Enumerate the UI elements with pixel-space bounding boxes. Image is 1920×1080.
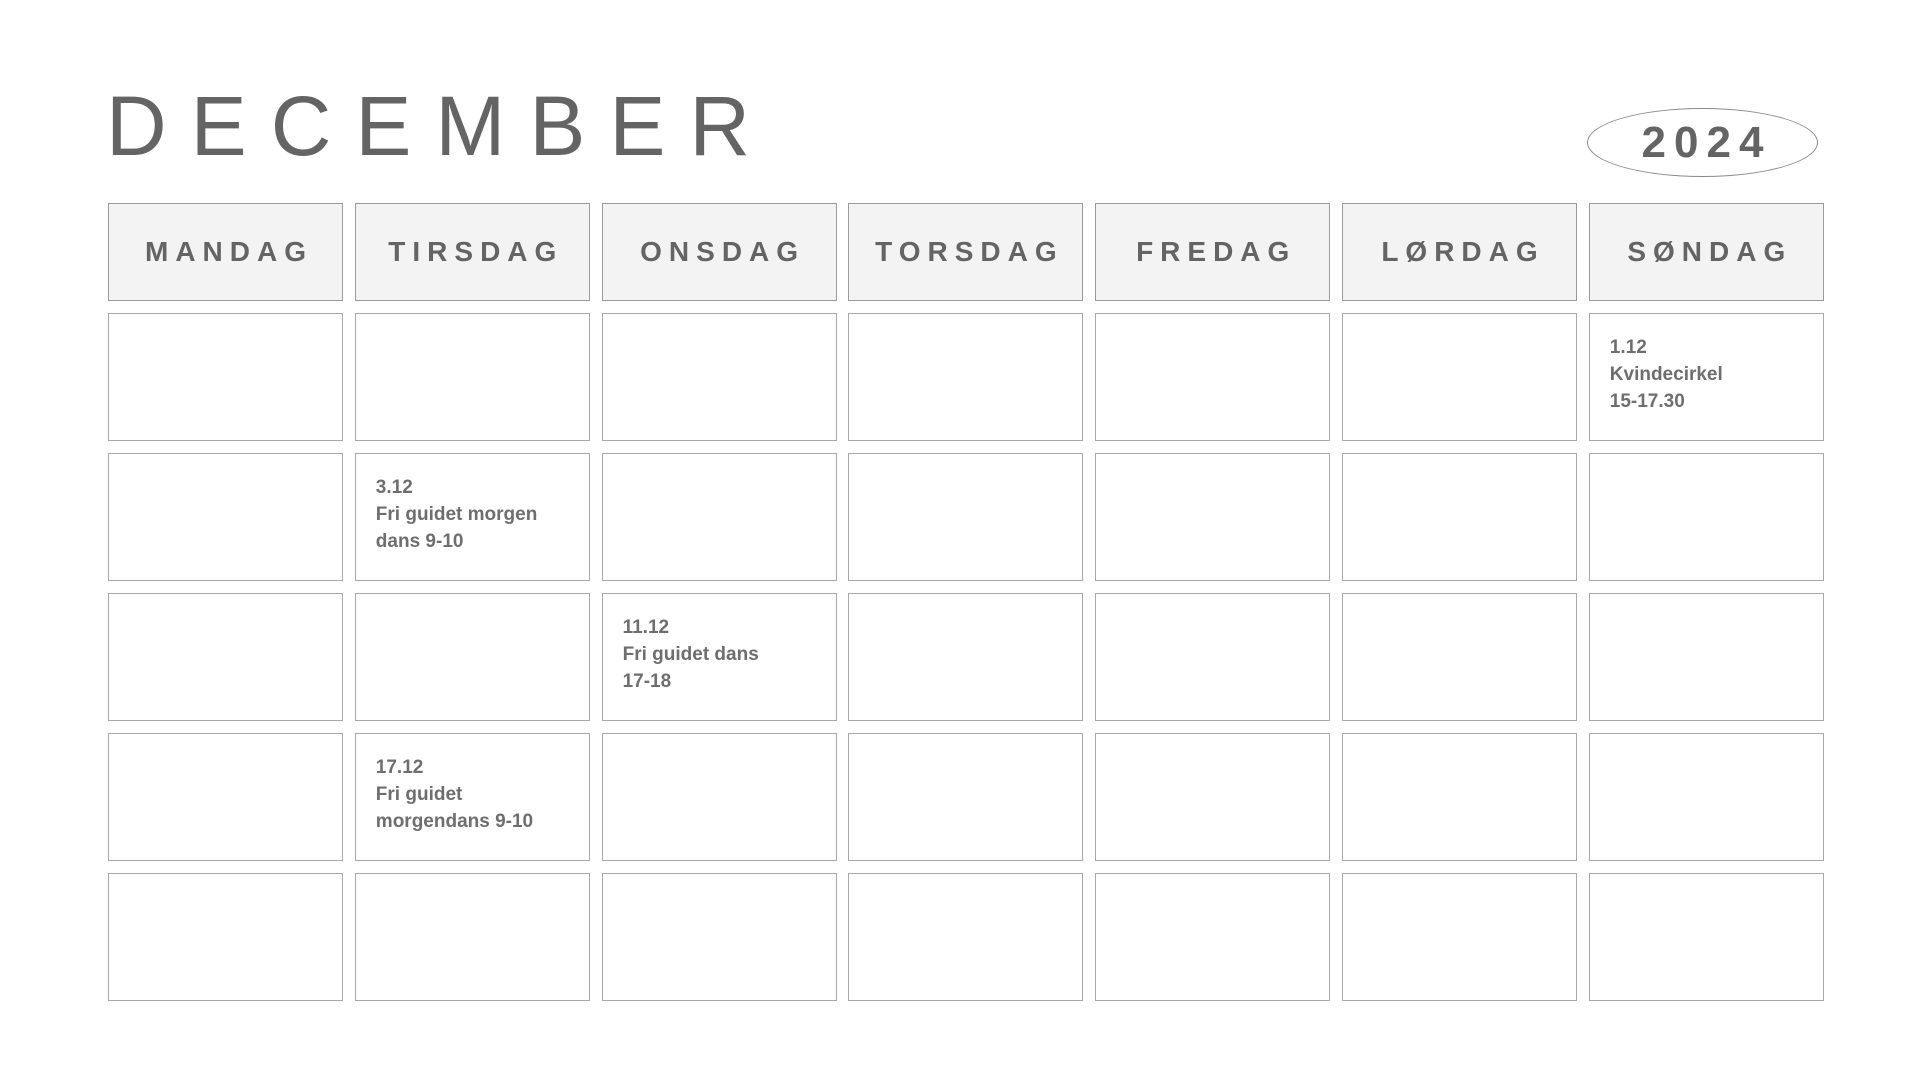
day-cell-week3-wednesday[interactable] bbox=[602, 593, 837, 721]
day-cell-week1-tuesday[interactable] bbox=[355, 313, 590, 441]
event-text-line: morgendans 9-10 bbox=[375, 811, 534, 832]
day-cell-week2-monday[interactable] bbox=[108, 453, 343, 581]
event-text-line: Fri guidet bbox=[375, 784, 463, 805]
day-cell-week5-tuesday[interactable] bbox=[355, 873, 590, 1001]
day-cell-week3-sunday[interactable] bbox=[1589, 593, 1824, 721]
weekday-header-friday: FREDAG bbox=[1095, 203, 1330, 301]
day-cell-week5-friday[interactable] bbox=[1095, 873, 1330, 1001]
day-cell-week2-friday[interactable] bbox=[1095, 453, 1330, 581]
day-cell-week5-wednesday[interactable] bbox=[602, 873, 837, 1001]
event-note bbox=[1610, 334, 1805, 415]
event-note bbox=[376, 754, 571, 835]
weekday-header-wednesday: ONSDAG bbox=[602, 203, 837, 301]
day-cell-week2-tuesday[interactable] bbox=[355, 453, 590, 581]
event-date: 11.12 bbox=[622, 617, 670, 638]
day-cell-week4-thursday[interactable] bbox=[848, 733, 1083, 861]
calendar-grid bbox=[108, 313, 1824, 1001]
weekday-header-monday: MANDAG bbox=[108, 203, 343, 301]
day-cell-week3-tuesday[interactable] bbox=[355, 593, 590, 721]
day-cell-week4-friday[interactable] bbox=[1095, 733, 1330, 861]
event-date: 3.12 bbox=[375, 477, 413, 498]
day-cell-week1-monday[interactable] bbox=[108, 313, 343, 441]
event-text-line: 15-17.30 bbox=[1609, 391, 1685, 412]
event-note bbox=[623, 614, 818, 695]
day-cell-week2-wednesday[interactable] bbox=[602, 453, 837, 581]
event-note bbox=[376, 474, 571, 555]
month-title: DECEMBER bbox=[106, 79, 775, 173]
day-cell-week1-saturday[interactable] bbox=[1342, 313, 1577, 441]
day-cell-week3-friday[interactable] bbox=[1095, 593, 1330, 721]
day-cell-week5-thursday[interactable] bbox=[848, 873, 1083, 1001]
weekday-header-saturday: LØRDAG bbox=[1342, 203, 1577, 301]
day-cell-week4-tuesday[interactable] bbox=[355, 733, 590, 861]
weekday-header-thursday: TORSDAG bbox=[848, 203, 1083, 301]
event-date: 17.12 bbox=[375, 757, 424, 778]
day-cell-week2-saturday[interactable] bbox=[1342, 453, 1577, 581]
day-cell-week4-saturday[interactable] bbox=[1342, 733, 1577, 861]
event-text-line: Kvindecirkel bbox=[1609, 364, 1723, 385]
year-badge: 2024 bbox=[1587, 108, 1818, 177]
day-cell-week3-monday[interactable] bbox=[108, 593, 343, 721]
day-cell-week4-wednesday[interactable] bbox=[602, 733, 837, 861]
weekday-header-sunday: SØNDAG bbox=[1589, 203, 1824, 301]
day-cell-week1-friday[interactable] bbox=[1095, 313, 1330, 441]
day-cell-week2-thursday[interactable] bbox=[848, 453, 1083, 581]
day-cell-week2-sunday[interactable] bbox=[1589, 453, 1824, 581]
event-text-line: Fri guidet dans bbox=[622, 644, 759, 665]
day-cell-week3-thursday[interactable] bbox=[848, 593, 1083, 721]
day-cell-week1-wednesday[interactable] bbox=[602, 313, 837, 441]
day-cell-week1-thursday[interactable] bbox=[848, 313, 1083, 441]
weekday-header-row bbox=[108, 203, 1824, 301]
weekday-header-tuesday: TIRSDAG bbox=[355, 203, 590, 301]
event-text-line: dans 9-10 bbox=[375, 531, 464, 552]
day-cell-week3-saturday[interactable] bbox=[1342, 593, 1577, 721]
event-text-line: 17-18 bbox=[622, 671, 672, 692]
day-cell-week4-monday[interactable] bbox=[108, 733, 343, 861]
day-cell-week5-saturday[interactable] bbox=[1342, 873, 1577, 1001]
day-cell-week4-sunday[interactable] bbox=[1589, 733, 1824, 861]
event-date: 1.12 bbox=[1609, 337, 1647, 358]
event-text-line: Fri guidet morgen bbox=[375, 504, 538, 525]
day-cell-week5-monday[interactable] bbox=[108, 873, 343, 1001]
day-cell-week5-sunday[interactable] bbox=[1589, 873, 1824, 1001]
day-cell-week1-sunday[interactable] bbox=[1589, 313, 1824, 441]
